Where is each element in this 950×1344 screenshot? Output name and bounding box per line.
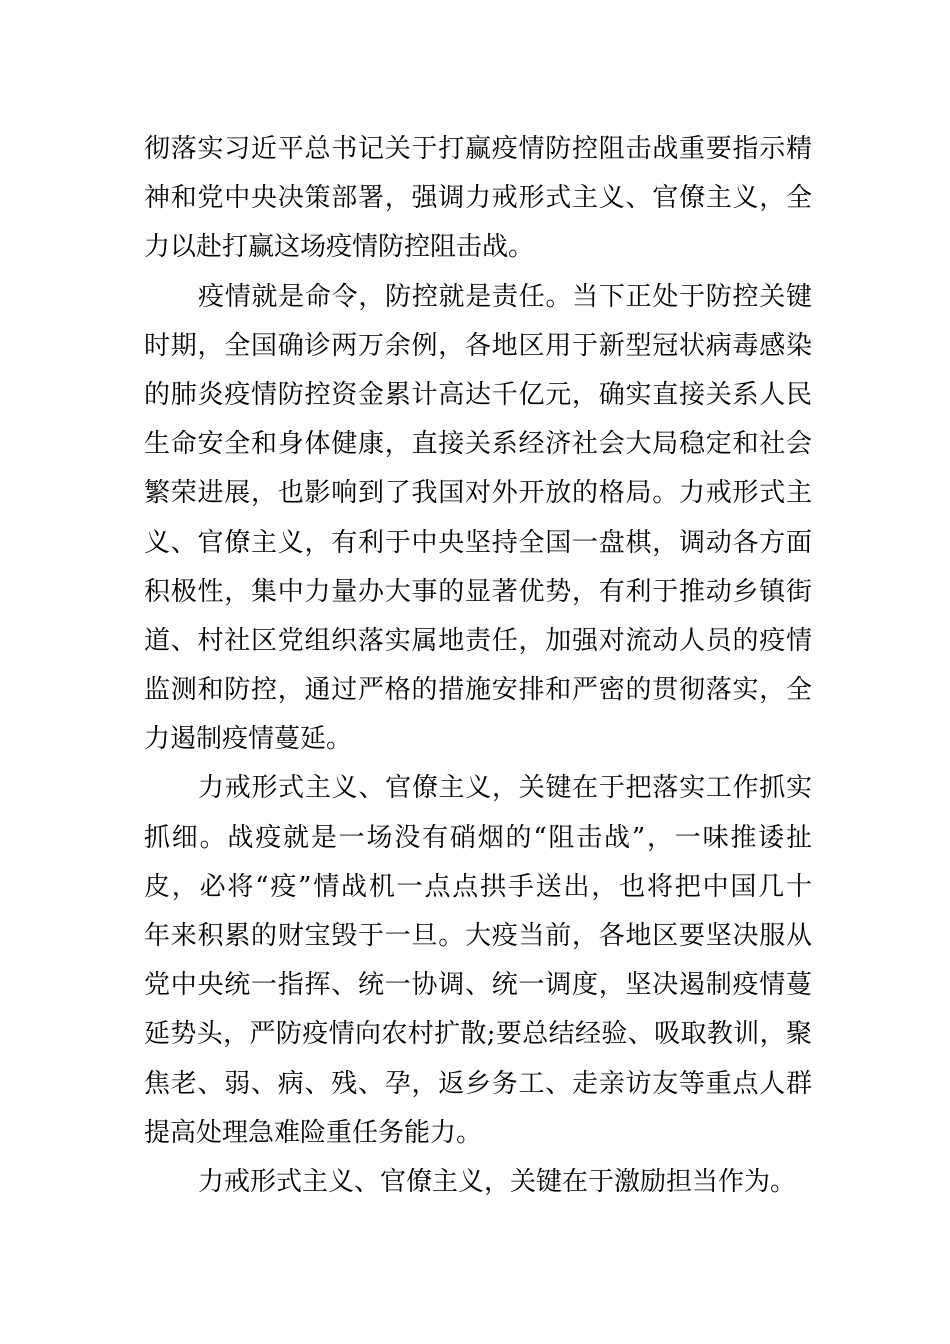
text-line: 皮，必将“疫”情战机一点点拱手送出，也将把中国几十: [144, 871, 812, 902]
text-line: 力遏制疫情蔓延。: [144, 724, 353, 755]
paragraph-first-line: 力戒形式主义、官僚主义，关键在于激励担当作为。: [198, 1166, 797, 1197]
text-line: 年来积累的财宝毁于一旦。大疫当前，各地区要坚决服从: [144, 921, 812, 951]
text-line: 生命安全和身体健康，直接关系经济社会大局稳定和社会: [144, 429, 812, 460]
text-line: 力以赴打赢这场疫情防控阻击战。: [144, 232, 535, 263]
text-line: 党中央统一指挥、统一协调、统一调度，坚决遏制疫情蔓: [144, 970, 812, 1001]
text-line: 彻落实习近平总书记关于打赢疫情防控阻击战重要指示精: [144, 134, 812, 164]
text-line: 提高处理急难险重任务能力。: [144, 1117, 483, 1148]
text-line: 焦老、弱、病、残、孕，返乡务工、走亲访友等重点人群: [144, 1068, 812, 1099]
text-line: 积极性，集中力量办大事的显著优势，有利于推动乡镇街: [144, 576, 812, 607]
text-line: 时期，全国确诊两万余例，各地区用于新型冠状病毒感染: [144, 330, 812, 361]
text-line: 神和党中央决策部署，强调力戒形式主义、官僚主义，全: [144, 183, 812, 214]
text-line: 监测和防控，通过严格的措施安排和严密的贯彻落实，全: [144, 675, 812, 706]
text-line: 的肺炎疫情防控资金累计高达千亿元，确实直接关系人民: [144, 379, 812, 410]
text-line: 道、村社区党组织落实属地责任，加强对流动人员的疫情: [144, 625, 812, 656]
paragraph-first-line: 疫情就是命令，防控就是责任。当下正处于防控关键: [198, 281, 812, 312]
document-body: [144, 125, 812, 1207]
text-line: 繁荣进展，也影响到了我国对外开放的格局。力戒形式主: [144, 478, 812, 509]
paragraph-first-line: 力戒形式主义、官僚主义，关键在于把落实工作抓实: [198, 773, 812, 804]
text-line: 延势头，严防疫情向农村扩散;要总结经验、吸取教训，聚: [144, 1019, 812, 1050]
text-line: 抓细。战疫就是一场没有硝烟的“阻击战”，一味推诿扯: [144, 822, 812, 853]
text-line: 义、官僚主义，有利于中央坚持全国一盘棋，调动各方面: [144, 527, 812, 558]
